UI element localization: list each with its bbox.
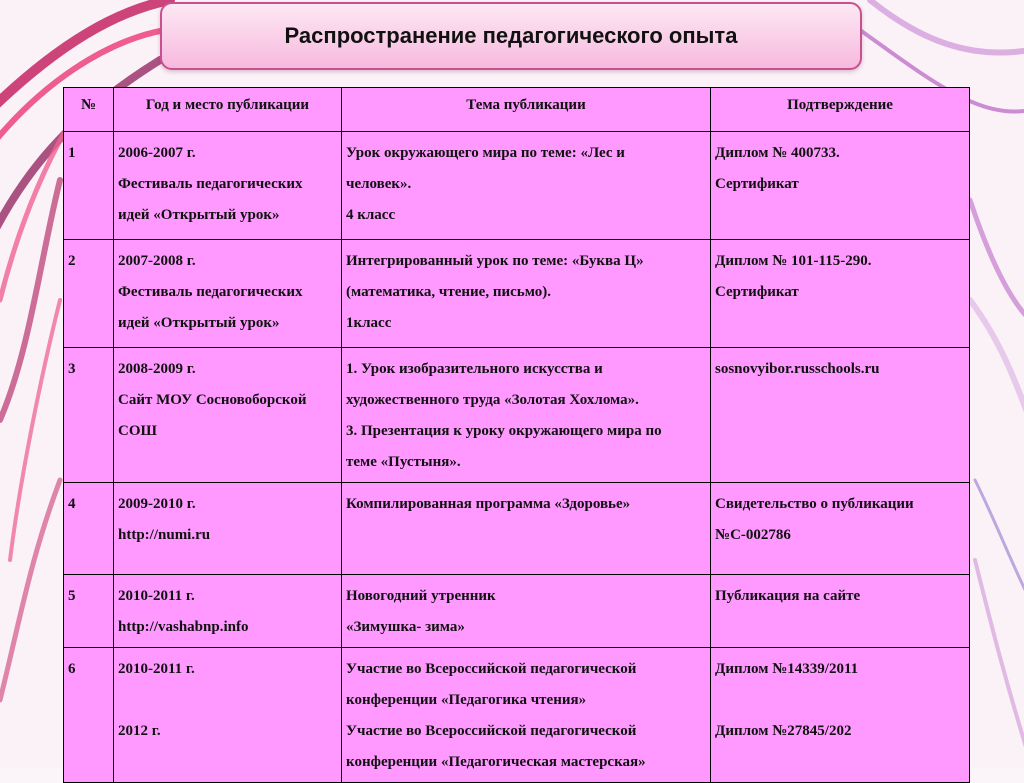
place-line (118, 685, 337, 716)
place-line: http://vashabnp.info (118, 619, 249, 635)
proof-line: sosnovyibor.russchools.ru (715, 361, 880, 377)
proof-line: Сертификат (715, 284, 799, 300)
proof-line: Диплом №14339/2011 (715, 661, 859, 677)
topic-line: Урок окружающего мира по теме: «Лес и (346, 145, 625, 161)
cell-place (114, 575, 342, 648)
topic-line: теме «Пустыня». (346, 454, 461, 470)
proof-line: Свидетельство о публикации (715, 496, 914, 512)
row-number: 4 (64, 483, 114, 575)
header-year-place: Год и место публикации (114, 88, 342, 132)
title-banner (160, 2, 862, 70)
place-line: Сайт МОУ Сосновоборской (118, 392, 307, 408)
cell-proof (711, 483, 970, 575)
row-number: 1 (64, 132, 114, 240)
topic-line: «Зимушка- зима» (346, 619, 465, 635)
place-line: 2012 г. (118, 723, 161, 739)
proof-line: Публикация на сайте (715, 588, 861, 604)
topic-line: 1класс (346, 315, 392, 331)
table-row (64, 240, 970, 348)
place-line: Фестиваль педагогических (118, 176, 303, 192)
cell-place (114, 483, 342, 575)
cell-proof (711, 132, 970, 240)
place-line: СОШ (118, 423, 157, 439)
cell-place (114, 240, 342, 348)
cell-topic (342, 348, 711, 483)
cell-proof (711, 575, 970, 648)
topic-line: (математика, чтение, письмо). (346, 284, 551, 300)
proof-line: Диплом №27845/202 (715, 723, 852, 739)
place-line: 2006-2007 г. (118, 145, 196, 161)
proof-line (715, 685, 965, 716)
place-line: идей «Открытый урок» (118, 315, 280, 331)
topic-line: Компилированная программа «Здоровье» (346, 496, 631, 512)
topic-line: художественного труда «Золотая Хохлома». (346, 392, 639, 408)
proof-line: Диплом № 101-115-290. (715, 253, 872, 269)
topic-line: 3. Презентация к уроку окружающего мира по (346, 423, 662, 439)
topic-line: Участие во Всероссийской педагогической (346, 723, 637, 739)
row-number: 2 (64, 240, 114, 348)
place-line: 2008-2009 г. (118, 361, 196, 377)
table-row (64, 648, 970, 783)
place-line: 2010-2011 г. (118, 588, 195, 604)
table-row (64, 132, 970, 240)
topic-line: конференции «Педагогика чтения» (346, 692, 587, 708)
page-title: Распространение педагогического опыта (284, 23, 738, 48)
row-number: 6 (64, 648, 114, 783)
table-row (64, 348, 970, 483)
cell-topic (342, 483, 711, 575)
place-line: идей «Открытый урок» (118, 207, 280, 223)
place-line: 2007-2008 г. (118, 253, 196, 269)
topic-line: Интегрированный урок по теме: «Буква Ц» (346, 253, 644, 269)
table-header-row (64, 88, 970, 132)
place-line: Фестиваль педагогических (118, 284, 303, 300)
topic-line: Новогодний утренник (346, 588, 496, 604)
header-number: № (64, 88, 114, 132)
cell-proof (711, 240, 970, 348)
cell-proof (711, 648, 970, 783)
topic-line: человек». (346, 176, 412, 192)
table-row (64, 483, 970, 575)
header-confirmation: Подтверждение (711, 88, 970, 132)
cell-topic (342, 132, 711, 240)
place-line: 2009-2010 г. (118, 496, 196, 512)
cell-topic (342, 240, 711, 348)
proof-line: №С-002786 (715, 527, 791, 543)
cell-place (114, 132, 342, 240)
topic-line: 4 класс (346, 207, 396, 223)
cell-place (114, 348, 342, 483)
proof-line: Сертификат (715, 176, 799, 192)
header-topic: Тема публикации (342, 88, 711, 132)
table-body (64, 132, 970, 783)
place-line: 2010-2011 г. (118, 661, 195, 677)
table-row (64, 575, 970, 648)
topic-line: конференции «Педагогическая мастерская» (346, 754, 646, 770)
topic-line: 1. Урок изобразительного искусства и (346, 361, 603, 377)
row-number: 3 (64, 348, 114, 483)
proof-line: Диплом № 400733. (715, 145, 840, 161)
cell-topic (342, 648, 711, 783)
cell-proof (711, 348, 970, 483)
cell-topic (342, 575, 711, 648)
topic-line: Участие во Всероссийской педагогической (346, 661, 637, 677)
publications-table (63, 87, 970, 783)
cell-place (114, 648, 342, 783)
row-number: 5 (64, 575, 114, 648)
place-line: http://numi.ru (118, 527, 211, 543)
